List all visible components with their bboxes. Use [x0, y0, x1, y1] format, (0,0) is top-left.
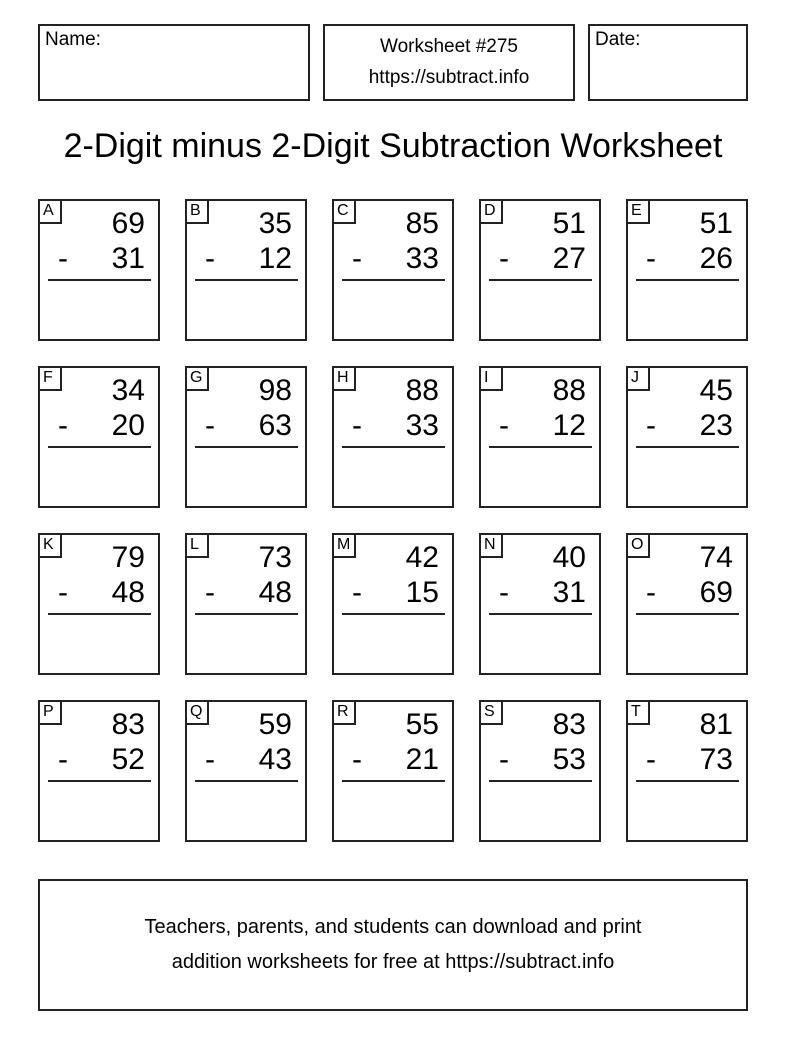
problem-card-b[interactable]: [185, 199, 307, 341]
subtrahend: 26: [699, 242, 733, 275]
minuend: 73: [258, 541, 292, 574]
problem-label: B: [187, 201, 209, 224]
subtrahend: 63: [258, 409, 292, 442]
problem-card-r[interactable]: [332, 700, 454, 842]
answer-line: [342, 279, 445, 281]
problem-label: A: [40, 201, 62, 224]
minus-sign: -: [352, 242, 362, 275]
minuend: 88: [405, 374, 439, 407]
minus-sign: -: [58, 743, 68, 776]
minuend: 85: [405, 207, 439, 240]
minus-sign: -: [646, 409, 656, 442]
subtrahend: 73: [699, 743, 733, 776]
minus-sign: -: [646, 576, 656, 609]
page-title: 2-Digit minus 2-Digit Subtraction Worksheet: [63, 127, 723, 165]
minus-sign: -: [499, 242, 509, 275]
problem-label: I: [481, 368, 503, 391]
subtrahend: 12: [258, 242, 292, 275]
problem-card-s[interactable]: [479, 700, 601, 842]
minuend: 55: [405, 708, 439, 741]
problem-label: G: [187, 368, 209, 391]
subtrahend: 69: [699, 576, 733, 609]
answer-line: [636, 446, 739, 448]
problem-card-j[interactable]: [626, 366, 748, 508]
problem-card-i[interactable]: [479, 366, 601, 508]
problem-label: H: [334, 368, 356, 391]
answer-line: [636, 279, 739, 281]
problem-label: P: [40, 702, 62, 725]
minuend: 34: [111, 374, 145, 407]
minus-sign: -: [352, 743, 362, 776]
problem-card-f[interactable]: [38, 366, 160, 508]
problem-label: S: [481, 702, 503, 725]
subtrahend: 31: [552, 576, 586, 609]
minus-sign: -: [499, 409, 509, 442]
worksheet-number: Worksheet #275: [379, 36, 518, 57]
subtrahend: 12: [552, 409, 586, 442]
minuend: 40: [552, 541, 586, 574]
minuend: 35: [258, 207, 292, 240]
subtrahend: 53: [552, 743, 586, 776]
subtrahend: 52: [111, 743, 145, 776]
problem-card-l[interactable]: [185, 533, 307, 675]
problem-card-o[interactable]: [626, 533, 748, 675]
minuend: 98: [258, 374, 292, 407]
subtrahend: 33: [405, 242, 439, 275]
answer-line: [195, 780, 298, 782]
answer-line: [48, 446, 151, 448]
problem-label: J: [628, 368, 650, 391]
minus-sign: -: [352, 576, 362, 609]
problem-label: L: [187, 535, 209, 558]
footer-box: [38, 879, 748, 1011]
minus-sign: -: [205, 409, 215, 442]
answer-line: [195, 279, 298, 281]
answer-line: [48, 613, 151, 615]
minus-sign: -: [58, 409, 68, 442]
minus-sign: -: [352, 409, 362, 442]
answer-line: [489, 613, 592, 615]
subtrahend: 15: [405, 576, 439, 609]
answer-line: [342, 780, 445, 782]
minus-sign: -: [205, 576, 215, 609]
problem-label: R: [334, 702, 356, 725]
answer-line: [342, 613, 445, 615]
minus-sign: -: [499, 743, 509, 776]
minuend: 69: [111, 207, 145, 240]
problem-card-a[interactable]: [38, 199, 160, 341]
minus-sign: -: [646, 242, 656, 275]
footer-text-line-1: Teachers, parents, and students can download and print: [144, 916, 642, 938]
problem-label: K: [40, 535, 62, 558]
minuend: 81: [699, 708, 733, 741]
answer-line: [489, 279, 592, 281]
problem-card-n[interactable]: [479, 533, 601, 675]
problem-card-d[interactable]: [479, 199, 601, 341]
minuend: 51: [552, 207, 586, 240]
problem-card-q[interactable]: [185, 700, 307, 842]
problem-label: C: [334, 201, 356, 224]
minuend: 79: [111, 541, 145, 574]
subtrahend: 21: [405, 743, 439, 776]
problem-label: Q: [187, 702, 209, 725]
problem-card-c[interactable]: [332, 199, 454, 341]
name-label: Name:: [45, 29, 101, 50]
footer-text-line-2: addition worksheets for free at https://subtract.info: [171, 951, 615, 973]
minuend: 74: [699, 541, 733, 574]
worksheet-url: https://subtract.info: [368, 67, 530, 88]
answer-line: [195, 446, 298, 448]
answer-line: [48, 780, 151, 782]
subtrahend: 31: [111, 242, 145, 275]
minus-sign: -: [58, 576, 68, 609]
problem-card-t[interactable]: [626, 700, 748, 842]
name-field[interactable]: [38, 24, 310, 101]
problem-card-p[interactable]: [38, 700, 160, 842]
worksheet-info-box: [323, 24, 575, 101]
answer-line: [195, 613, 298, 615]
minuend: 88: [552, 374, 586, 407]
problem-label: M: [334, 535, 356, 558]
minuend: 83: [552, 708, 586, 741]
date-field[interactable]: [588, 24, 748, 101]
answer-line: [342, 446, 445, 448]
problem-card-e[interactable]: [626, 199, 748, 341]
minus-sign: -: [205, 242, 215, 275]
problem-label: F: [40, 368, 62, 391]
problem-label: D: [481, 201, 503, 224]
problem-card-g[interactable]: [185, 366, 307, 508]
answer-line: [48, 279, 151, 281]
minus-sign: -: [646, 743, 656, 776]
subtrahend: 48: [258, 576, 292, 609]
problem-label: T: [628, 702, 650, 725]
date-label: Date:: [595, 29, 641, 50]
subtrahend: 48: [111, 576, 145, 609]
minuend: 42: [405, 541, 439, 574]
subtrahend: 33: [405, 409, 439, 442]
minuend: 83: [111, 708, 145, 741]
minuend: 51: [699, 207, 733, 240]
minus-sign: -: [205, 743, 215, 776]
problem-card-k[interactable]: [38, 533, 160, 675]
problem-card-m[interactable]: [332, 533, 454, 675]
problem-label: O: [628, 535, 650, 558]
answer-line: [489, 446, 592, 448]
problem-label: N: [481, 535, 503, 558]
minus-sign: -: [58, 242, 68, 275]
minuend: 45: [699, 374, 733, 407]
problem-card-h[interactable]: [332, 366, 454, 508]
subtrahend: 27: [552, 242, 586, 275]
subtrahend: 23: [699, 409, 733, 442]
answer-line: [636, 780, 739, 782]
subtrahend: 43: [258, 743, 292, 776]
minuend: 59: [258, 708, 292, 741]
answer-line: [489, 780, 592, 782]
subtrahend: 20: [111, 409, 145, 442]
problem-label: E: [628, 201, 650, 224]
answer-line: [636, 613, 739, 615]
minus-sign: -: [499, 576, 509, 609]
